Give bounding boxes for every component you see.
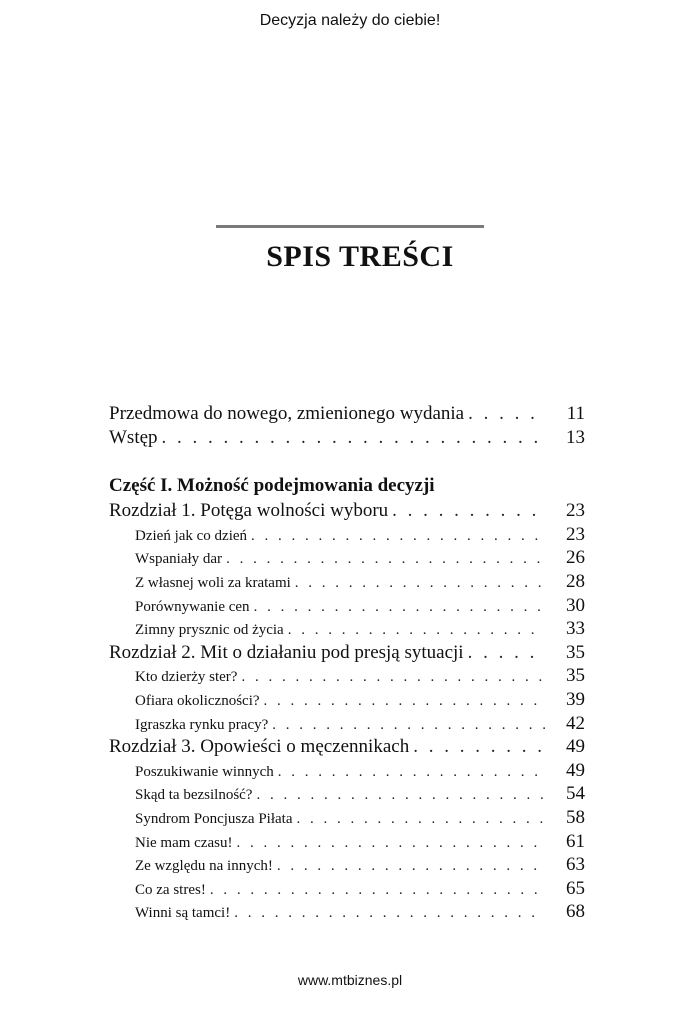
toc-entry-label: Poszukiwanie winnych (135, 763, 274, 780)
toc-entry-page: 65 (566, 877, 585, 899)
toc-entry-page: 28 (566, 570, 585, 592)
toc-leader-dots (413, 735, 545, 759)
toc-entry-page: 13 (566, 426, 585, 448)
section-gap (109, 449, 585, 473)
toc-leader-dots (162, 426, 545, 450)
toc-leader-dots (297, 808, 546, 832)
toc-entry-label: Wstęp (109, 426, 158, 448)
toc-entry-page: 54 (566, 783, 585, 805)
toc-chapter-entry[interactable] (109, 499, 585, 523)
toc-entry-page: 68 (566, 901, 585, 923)
table-of-contents (109, 402, 585, 924)
toc-leader-dots (236, 832, 545, 856)
toc-section-entry[interactable] (109, 830, 585, 854)
toc-entry-page: 30 (566, 594, 585, 616)
toc-entry-page: 42 (566, 712, 585, 734)
toc-entry-page: 35 (566, 665, 585, 687)
toc-entry-label: Porównywanie cen (135, 598, 250, 615)
page-footer: www.mtbiznes.pl (297, 972, 403, 988)
toc-section-entry[interactable] (109, 546, 585, 570)
toc-leader-dots (468, 641, 545, 665)
toc-entry-label: Rozdział 3. Opowieści o męczennikach (109, 736, 410, 758)
toc-entry-page: 33 (566, 618, 585, 640)
toc-entry-page: 23 (566, 500, 585, 522)
toc-leader-dots (241, 666, 545, 690)
toc-entry-page: 49 (566, 736, 585, 758)
toc-entry-label: Winni są tamci! (135, 905, 231, 922)
toc-leader-dots (272, 714, 545, 738)
toc-section-entry[interactable] (109, 853, 585, 877)
toc-leader-dots (264, 690, 545, 714)
toc-entry-page: 63 (566, 854, 585, 876)
toc-entry-label: Rozdział 2. Mit o działaniu pod presją sytuacji (109, 641, 464, 663)
toc-entry-label: Kto dzierży ster? (135, 669, 238, 686)
toc-section-entry[interactable] (109, 688, 585, 712)
toc-leader-dots (251, 525, 545, 549)
toc-entry[interactable] (109, 426, 585, 450)
toc-entry-page: 49 (566, 759, 585, 781)
running-header: Decyzja należy do ciebie! (259, 12, 441, 29)
toc-entry-page: 23 (566, 523, 585, 545)
toc-chapter-entry[interactable] (109, 641, 585, 665)
toc-section-entry[interactable] (109, 523, 585, 547)
toc-leader-dots (392, 499, 545, 523)
title-rule (216, 225, 484, 228)
part-heading: Część I. Możność podejmowania decyzji (109, 475, 435, 497)
toc-section-entry[interactable] (109, 877, 585, 901)
toc-leader-dots (288, 619, 545, 643)
toc-entry[interactable] (109, 402, 585, 426)
toc-entry-label: Ofiara okoliczności? (135, 692, 260, 709)
toc-section-entry[interactable] (109, 806, 585, 830)
toc-entry-label: Igraszka rynku pracy? (135, 716, 269, 733)
toc-entry-label: Z własnej woli za kratami (135, 574, 291, 591)
toc-chapter-entry[interactable] (109, 735, 585, 759)
toc-leader-dots (277, 855, 545, 879)
toc-entry-label: Co za stres! (135, 881, 206, 898)
toc-section-entry[interactable] (109, 664, 585, 688)
toc-leader-dots (226, 548, 545, 572)
toc-section-entry[interactable] (109, 782, 585, 806)
toc-entry-label: Skąd ta bezsilność? (135, 787, 253, 804)
toc-entry-label: Przedmowa do nowego, zmienionego wydania (109, 403, 465, 424)
page-title: SPIS TREŚCI (266, 240, 454, 273)
toc-section-entry[interactable] (109, 617, 585, 641)
toc-entry-page: 11 (566, 403, 585, 424)
toc-entry-label: Zimny prysznic od życia (135, 622, 284, 639)
toc-leader-dots (468, 402, 545, 426)
toc-entry-page: 61 (566, 830, 585, 852)
toc-leader-dots (278, 761, 545, 785)
toc-section-entry[interactable] (109, 594, 585, 618)
toc-entry-page: 58 (566, 806, 585, 828)
toc-section-entry[interactable] (109, 900, 585, 924)
toc-entry-label: Rozdział 1. Potęga wolności wyboru (109, 500, 389, 522)
toc-section-entry[interactable] (109, 759, 585, 783)
toc-entry-label: Ze względu na innych! (135, 858, 273, 875)
toc-leader-dots (256, 784, 545, 808)
toc-section-entry[interactable] (109, 570, 585, 594)
toc-leader-dots (234, 902, 545, 926)
toc-entry-label: Dzień jak co dzień (135, 527, 248, 544)
toc-entry-page: 26 (566, 547, 585, 569)
toc-leader-dots (295, 572, 545, 596)
part-entries (109, 499, 585, 924)
toc-leader-dots (210, 879, 545, 903)
toc-section-entry[interactable] (109, 712, 585, 736)
toc-entry-label: Syndrom Poncjusza Piłata (135, 810, 293, 827)
toc-leader-dots (254, 596, 545, 620)
toc-entry-label: Nie mam czasu! (135, 834, 233, 851)
toc-entry-page: 35 (566, 641, 585, 663)
toc-entry-label: Wspaniały dar (135, 551, 223, 568)
toc-entry-page: 39 (566, 688, 585, 710)
